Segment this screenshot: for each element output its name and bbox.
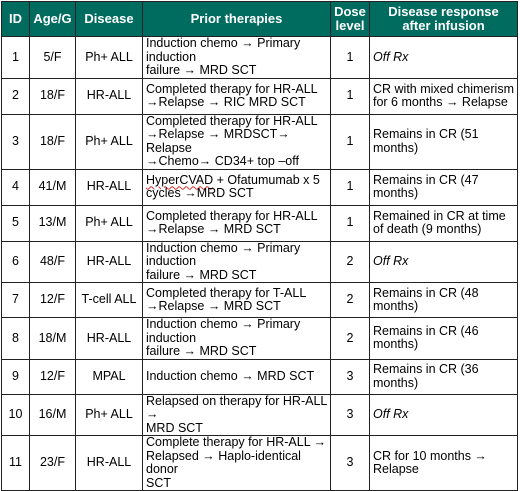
cell-dose-level: 1 bbox=[331, 169, 370, 205]
cell-disease: HR-ALL bbox=[76, 169, 143, 205]
cell-dose-level: 2 bbox=[331, 283, 370, 318]
cell-prior-therapies bbox=[143, 114, 331, 169]
cell-dose-level: 2 bbox=[331, 318, 370, 360]
cell-age-gender: 18/F bbox=[30, 114, 76, 169]
cell-dose-level: 1 bbox=[331, 114, 370, 169]
cell-disease: Ph+ ALL bbox=[76, 37, 143, 79]
cell-disease: T-cell ALL bbox=[76, 283, 143, 318]
cell-dose-level: 1 bbox=[331, 78, 370, 114]
cell-dose-level: 2 bbox=[331, 241, 370, 283]
cell-disease-response bbox=[370, 241, 518, 283]
cell-disease-response bbox=[370, 283, 518, 318]
cell-prior-therapies bbox=[143, 37, 331, 79]
cell-disease: HR-ALL bbox=[76, 78, 143, 114]
cell-text-line: Off Rx bbox=[373, 407, 409, 421]
cell-text-line: Induction chemo → MRD SCT bbox=[146, 368, 315, 383]
cell-text-line: Remains in CR (46 months) bbox=[373, 323, 479, 352]
cell-prior-therapies bbox=[143, 394, 331, 436]
cell-dose-level: 3 bbox=[331, 394, 370, 436]
cell-text-line: Completed therapy for HR-ALL bbox=[146, 81, 318, 96]
cell-age-gender: 41/M bbox=[30, 169, 76, 205]
cell-text-line: + Ofatumumab x 5 bbox=[213, 172, 320, 187]
cell-prior-therapies bbox=[143, 359, 331, 394]
cell-text-line: Relapsed → Haplo-identical donor bbox=[146, 448, 301, 476]
header-row bbox=[2, 2, 518, 37]
table-row bbox=[2, 436, 518, 491]
cell-id: 6 bbox=[2, 241, 30, 283]
cell-text-line: Completed therapy for HR-ALL bbox=[146, 113, 318, 128]
cell-age-gender: 12/F bbox=[30, 359, 76, 394]
cell-text-line: Induction chemo → Primary induction bbox=[146, 317, 301, 345]
cell-id: 7 bbox=[2, 283, 30, 318]
patient-table bbox=[1, 1, 518, 491]
cell-id: 8 bbox=[2, 318, 30, 360]
cell-id: 3 bbox=[2, 114, 30, 169]
cell-disease-response bbox=[370, 394, 518, 436]
table-row bbox=[2, 359, 518, 394]
trial-table-container bbox=[1, 1, 517, 490]
table-row bbox=[2, 205, 518, 241]
cell-text-line: Completed therapy for HR-ALL bbox=[146, 208, 318, 223]
cell-text-line: failure → MRD SCT bbox=[146, 267, 257, 282]
spellcheck-word: HyperCVAD bbox=[146, 172, 214, 187]
cell-prior-therapies bbox=[143, 78, 331, 114]
cell-text-line: →Relapse → MRDSCT→ Relapse bbox=[146, 127, 290, 155]
cell-age-gender: 13/M bbox=[30, 205, 76, 241]
cell-text-line: Induction chemo → Primary induction bbox=[146, 240, 301, 268]
cell-age-gender: 16/M bbox=[30, 394, 76, 436]
cell-disease-response bbox=[370, 436, 518, 491]
cell-disease: HR-ALL bbox=[76, 241, 143, 283]
cell-disease-response bbox=[370, 114, 518, 169]
cell-prior-therapies bbox=[143, 436, 331, 491]
cell-id: 1 bbox=[2, 37, 30, 79]
cell-text-line: cycles →MRD SCT bbox=[146, 186, 254, 200]
table-row bbox=[2, 169, 518, 205]
cell-text-line: CR for 10 months → bbox=[373, 448, 487, 463]
cell-id: 11 bbox=[2, 436, 30, 491]
cell-text-line: →Relapse → MRD SCT bbox=[146, 299, 281, 313]
cell-disease-response bbox=[370, 359, 518, 394]
cell-text-line: Relapsed on therapy for HR-ALL → bbox=[146, 393, 327, 421]
cell-age-gender: 18/M bbox=[30, 318, 76, 360]
cell-text-line: Induction chemo → Primary induction bbox=[146, 36, 301, 64]
cell-disease: Ph+ ALL bbox=[76, 114, 143, 169]
table-row bbox=[2, 37, 518, 79]
cell-text-line: Remains in CR (48 months) bbox=[373, 285, 479, 313]
cell-disease: Ph+ ALL bbox=[76, 205, 143, 241]
cell-text-line: failure → MRD SCT bbox=[146, 63, 257, 77]
cell-text-line: →Relapse → MRD SCT bbox=[146, 222, 281, 236]
cell-disease-response bbox=[370, 169, 518, 205]
header-disease: Disease bbox=[76, 2, 143, 37]
table-row bbox=[2, 241, 518, 283]
cell-text-line: Off Rx bbox=[373, 49, 409, 64]
cell-text-line: failure → MRD SCT bbox=[146, 344, 257, 358]
cell-text-line: CR with mixed chimerism bbox=[373, 81, 514, 96]
header-disease-response: Disease response after infusion bbox=[370, 2, 518, 37]
table-row bbox=[2, 394, 518, 436]
table-row bbox=[2, 318, 518, 360]
cell-dose-level: 3 bbox=[331, 436, 370, 491]
cell-text-line: Off Rx bbox=[373, 254, 409, 268]
cell-age-gender: 23/F bbox=[30, 436, 76, 491]
cell-disease: MPAL bbox=[76, 359, 143, 394]
table-row bbox=[2, 78, 518, 114]
cell-disease: HR-ALL bbox=[76, 318, 143, 360]
cell-id: 5 bbox=[2, 205, 30, 241]
cell-dose-level: 1 bbox=[331, 37, 370, 79]
cell-text-line: →Chemo→ CD34+ top –off bbox=[146, 154, 299, 168]
cell-prior-therapies bbox=[143, 241, 331, 283]
cell-text-line: MRD SCT bbox=[146, 420, 203, 435]
table-body bbox=[2, 37, 518, 491]
cell-disease: HR-ALL bbox=[76, 436, 143, 491]
cell-disease-response bbox=[370, 37, 518, 79]
cell-dose-level: 3 bbox=[331, 359, 370, 394]
cell-prior-therapies bbox=[143, 318, 331, 360]
cell-age-gender: 48/F bbox=[30, 241, 76, 283]
header-age: Age/G bbox=[30, 2, 76, 37]
cell-age-gender: 18/F bbox=[30, 78, 76, 114]
table-row bbox=[2, 283, 518, 318]
header-dose-level: Dose level bbox=[331, 2, 370, 37]
cell-id: 9 bbox=[2, 359, 30, 394]
cell-text-line: Remains in CR (47 months) bbox=[373, 172, 479, 200]
cell-id: 2 bbox=[2, 78, 30, 114]
cell-id: 4 bbox=[2, 169, 30, 205]
cell-text-line: →Relapse → RIC MRD SCT bbox=[146, 95, 306, 109]
cell-prior-therapies bbox=[143, 205, 331, 241]
cell-text-line: Complete therapy for HR-ALL → bbox=[146, 435, 327, 449]
header-id: ID bbox=[2, 2, 30, 37]
cell-text-line: for 6 months → Relapse bbox=[373, 95, 508, 109]
cell-dose-level: 1 bbox=[331, 205, 370, 241]
cell-disease-response bbox=[370, 205, 518, 241]
cell-prior-therapies bbox=[143, 169, 331, 205]
cell-text-line: of death (9 months) bbox=[373, 222, 482, 236]
table-row bbox=[2, 114, 518, 169]
cell-id: 10 bbox=[2, 394, 30, 436]
cell-disease-response bbox=[370, 78, 518, 114]
header-prior-therapies: Prior therapies bbox=[143, 2, 331, 37]
cell-disease: Ph+ ALL bbox=[76, 394, 143, 436]
cell-age-gender: 12/F bbox=[30, 283, 76, 318]
cell-text-line: SCT bbox=[146, 475, 171, 490]
cell-disease-response bbox=[370, 318, 518, 360]
cell-age-gender: 5/F bbox=[30, 37, 76, 79]
cell-prior-therapies bbox=[143, 283, 331, 318]
cell-text-line: Remained in CR at time bbox=[373, 208, 506, 223]
cell-text-line: Remains in CR (51 months) bbox=[373, 127, 479, 155]
cell-text-line: Relapse bbox=[373, 462, 419, 476]
cell-text-line: Completed therapy for T-ALL bbox=[146, 285, 307, 300]
cell-text-line: Remains in CR (36 months) bbox=[373, 362, 479, 390]
